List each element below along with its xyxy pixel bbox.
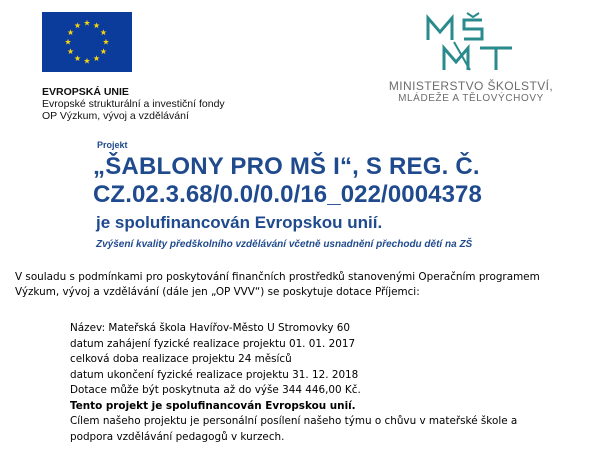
detail-end-date: datum ukončení fyzické realizace projektu 31. 12. 2018 [70,368,359,381]
msmt-logo-m-top [428,18,452,40]
detail-cofinanced: Tento projekt je spolufinancován Evropskou unií. [70,399,356,412]
msmt-youth-label: MLÁDEŽE A TĚLOVÝCHOVY [398,93,544,104]
msmt-logo-caron [467,13,479,17]
detail-duration: celková doba realizace projektu 24 měsíců [70,353,292,365]
eu-op-label: OP Výzkum, vývoj a vzdělávání [42,110,189,122]
detail-name: Název: Mateřská škola Havířov-Město U Stromovky 60 [70,322,351,334]
project-label: Projekt [97,140,128,150]
eu-funds-label: Evropské strukturální a investiční fondy [42,98,225,110]
msmt-logo-t-bottom [480,48,512,70]
project-subtitle: Zvýšení kvality předškolního vzdělávání včetně usnadnění přechodu dětí na ZŠ [96,239,473,250]
msmt-logo [424,12,516,74]
msmt-logo-s-top [464,20,482,39]
intro-line-1: V souladu s podmínkami pro poskytování finančních prostředků stanovenými Operačním programem [15,271,540,283]
project-details [70,321,517,445]
eu-flag-logo [42,12,132,72]
intro-line-2: Výzkum, vývoj a vzdělávání (dále jen „OP VVV“) se poskytuje dotace Příjemci: [15,286,420,298]
project-registration-number: CZ.02.3.68/0.0/0.0/16_022/0004378 [93,181,482,208]
project-cofinanced-statement: je spolufinancován Evropskou unií. [96,213,383,232]
eu-union-label: EVROPSKÁ UNIE [42,86,129,98]
detail-goal-line-2: podpora vzdělávání pedagogů v kurzech. [70,430,285,443]
detail-start-date: datum zahájení fyzické realizace projektu 01. 01. 2017 [70,337,356,350]
project-title-line1: „ŠABLONY PRO MŠ I“, S REG. Č. [93,153,480,180]
detail-goal-line-1: Cílem našeho projektu je personální posílení našeho týmu o chůvu v mateřské škole a [70,415,518,427]
msmt-ministry-label: MINISTERSTVO ŠKOLSTVÍ, [388,79,554,93]
detail-grant-amount: Dotace může být poskytnuta až do výše 344 446,00 Kč. [70,384,361,396]
